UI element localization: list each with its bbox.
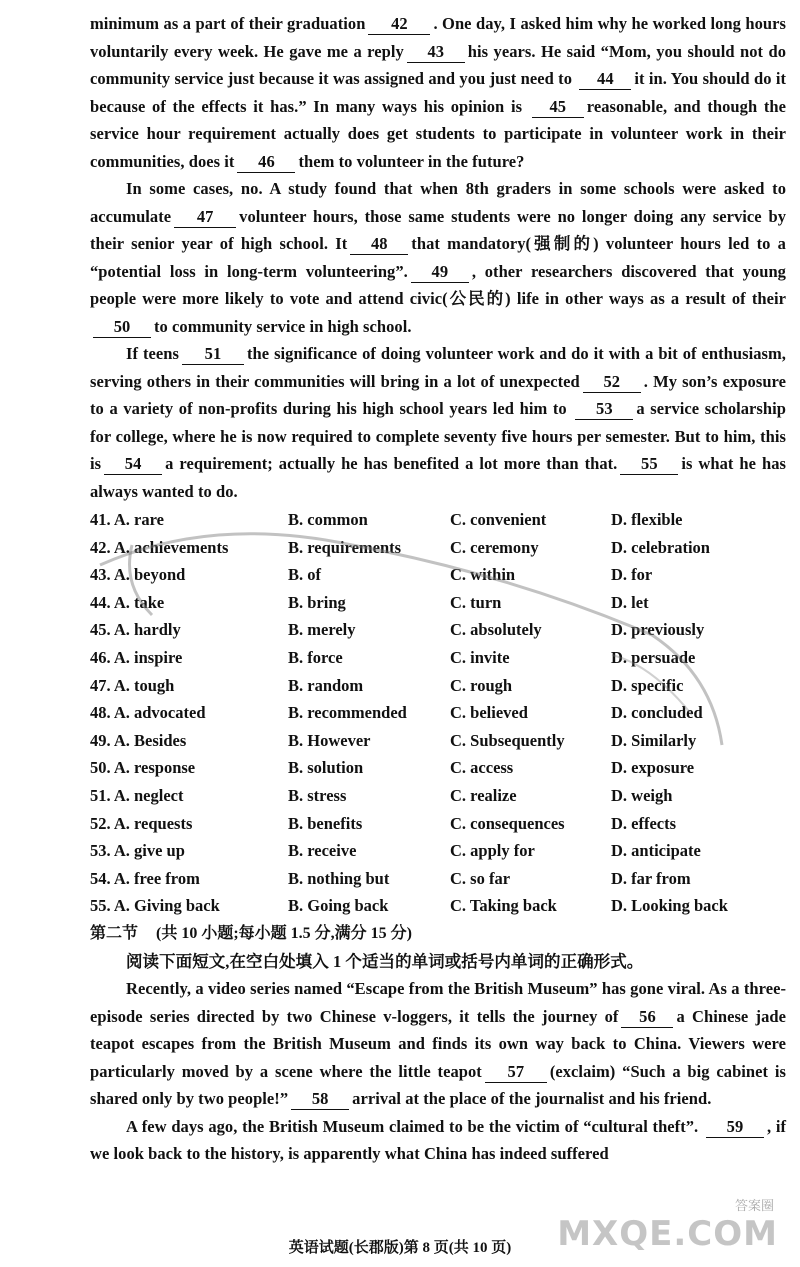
page-footer: 英语试题(长郡版)第 8 页(共 10 页) <box>288 1240 512 1256</box>
blank-46: 46 <box>237 152 295 173</box>
blank-56: 56 <box>621 1007 673 1028</box>
option-row: 52. A. requests B. benefits C. consequences D. effects <box>90 813 677 833</box>
cloze-paragraph-1: minimum as a part of their graduation 42 . One day, I asked him why he worked long hours voluntarily every week. He gave me a reply 43 his years. He said “Mom, you should not do community service just because it was assigned and you just need to 44 it in. You should do it because of the effects it has.” In many ways his opinion is 45 reasonable, and though the service hour requirement actually does get students to participate in volunteer work in their communities, does it 46 them to volunteer in the future? <box>90 14 786 171</box>
section-title: 第二节 <box>90 924 139 942</box>
blank-55: 55 <box>620 454 678 475</box>
blank-57: 57 <box>485 1062 547 1083</box>
blank-45: 45 <box>532 97 584 118</box>
blank-48: 48 <box>350 234 408 255</box>
grammar-paragraph-1: Recently, a video series named “Escape from the British Museum” has gone viral. As a three-episode series directed by two Chinese v-loggers, it tells the journey of 56 a Chinese jade teapot escapes from the British Museum and finds its own way back to China. Viewers were particularly moved by a scene where the little teapot 57 (exclaim) “Such a big cabinet is shared only by two people!” 58 arrival at the place of the journalist and his friend. <box>90 979 786 1108</box>
blank-51: 51 <box>182 344 244 365</box>
watermark-small-text: 答案圈 <box>734 1199 774 1214</box>
blank-52: 52 <box>583 372 641 393</box>
blank-44: 44 <box>579 69 631 90</box>
blank-43: 43 <box>407 42 465 63</box>
cloze-paragraph-3: If teens 51 the significance of doing volunteer work and do it with a bit of enthusiasm, serving others in their communities will bring in a lot of unexpected 52 . My son’s exposure to a variety of non-profits during his high school years led him to 53 a service scholarship for college, where he is now required to complete seventy five hours per semester. But to him, this is 54 a requirement; actually he has benefited a lot more than that. 55 is what he has always wanted to do. <box>90 344 786 501</box>
blank-50: 50 <box>93 317 151 338</box>
option-row: 41. A. rare B. common C. convenient D. flexible <box>90 510 683 529</box>
blank-49: 49 <box>411 262 469 283</box>
section-heading <box>90 920 786 948</box>
option-row: 47. A. tough B. random C. rough D. specific <box>90 675 684 695</box>
blank-47: 47 <box>174 207 236 228</box>
option-row: 54. A. free from B. nothing but C. so far D. far from <box>90 868 691 888</box>
section-instruction: 阅读下面短文,在空白处填入 1 个适当的单词或括号内单词的正确形式。 <box>126 951 644 971</box>
cloze-paragraph-2: In some cases, no. A study found that when 8th graders in some schools were asked to accumulate 47 volunteer hours, those same students were no longer doing any service by their senior year of high school. It 48 that mandatory(强制的) volunteer hours led to a “potential loss in long-term volunteering”. 49 , other researchers discovered that young people were more likely to vote and attend civic(公民的) life in other ways as a result of their50 to community service in high school. <box>90 179 786 336</box>
option-row: 44. A. take B. bring C. turn D. let <box>90 592 649 612</box>
blank-42: 42 <box>368 14 430 35</box>
options-list <box>90 506 786 920</box>
blank-54: 54 <box>104 454 162 475</box>
watermark-text: MXQE.COM <box>557 1214 778 1254</box>
exam-page <box>90 10 786 1168</box>
option-row: 43. A. beyond B. of C. within D. for <box>90 565 653 585</box>
grammar-paragraph-2: A few days ago, the British Museum claimed to be the victim of “cultural theft”. 59 , if we look back to the history, is apparently what China has indeed suffered <box>90 1116 787 1163</box>
option-row: 51. A. neglect B. stress C. realize D. weigh <box>90 785 673 805</box>
option-row: 50. A. response B. solution C. access D. exposure <box>90 758 695 778</box>
option-row: 49. A. Besides B. However C. Subsequently D. Similarly <box>90 730 697 750</box>
option-row: 48. A. advocated B. recommended C. believed D. concluded <box>90 703 703 723</box>
blank-59: 59 <box>706 1117 764 1138</box>
option-row: 55. A. Giving back B. Going back C. Taking back D. Looking back <box>90 896 728 916</box>
option-row: 53. A. give up B. receive C. apply for D. anticipate <box>90 841 701 861</box>
section-info: (共 10 小题;每小题 1.5 分,满分 15 分) <box>156 924 413 942</box>
blank-53: 53 <box>575 399 633 420</box>
option-row: 42. A. achievements B. requirements C. ceremony D. celebration <box>90 537 710 557</box>
blank-58: 58 <box>291 1089 349 1110</box>
option-row: 45. A. hardly B. merely C. absolutely D. previously <box>90 620 705 640</box>
option-row: 46. A. inspire B. force C. invite D. persuade <box>90 647 696 667</box>
